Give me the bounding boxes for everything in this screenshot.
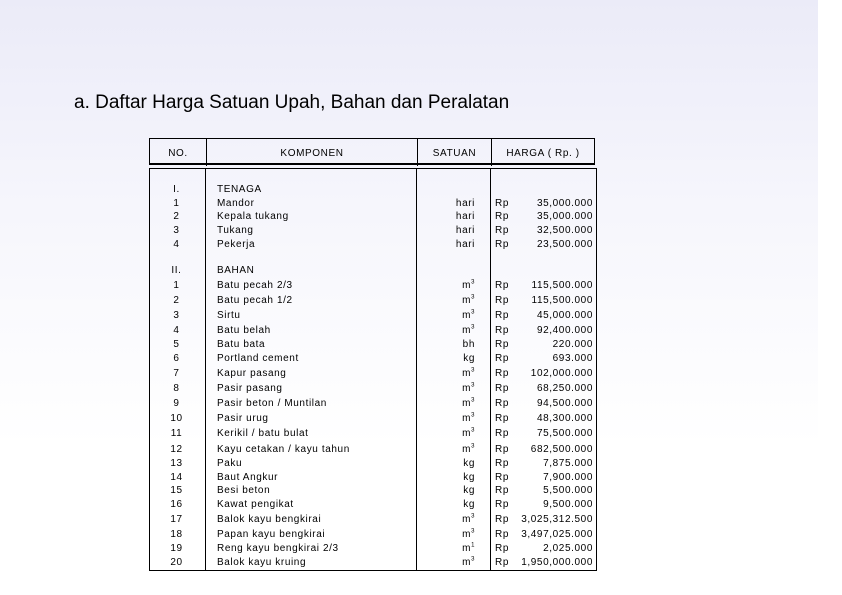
row-komponen: Kapur pasang xyxy=(217,368,287,379)
row-harga: 48,300.000 xyxy=(536,413,593,424)
row-satuan xyxy=(427,368,475,380)
unit-exponent: 3 xyxy=(471,528,475,535)
unit-exponent: 3 xyxy=(471,309,475,316)
row-number: 19 xyxy=(170,543,183,554)
row-harga: 115,500.000 xyxy=(531,295,593,306)
row-currency: Rp xyxy=(495,383,509,394)
row-number: 4 xyxy=(173,239,180,250)
unit-text: kg xyxy=(463,458,475,469)
row-currency: Rp xyxy=(495,428,509,439)
row-currency: Rp xyxy=(495,310,509,321)
row-komponen: Pasir pasang xyxy=(217,383,283,394)
unit-exponent: 3 xyxy=(471,443,475,450)
unit-text: m xyxy=(462,398,472,409)
price-table xyxy=(149,138,597,571)
row-number: 15 xyxy=(170,485,183,496)
row-komponen: Pasir beton / Muntilan xyxy=(217,398,327,409)
row-harga: 45,000.000 xyxy=(536,310,593,321)
unit-exponent: 3 xyxy=(471,412,475,419)
row-currency: Rp xyxy=(495,211,509,222)
row-number: 16 xyxy=(170,499,183,510)
row-harga: 7,875.000 xyxy=(543,458,593,469)
unit-text: hari xyxy=(455,198,475,209)
row-komponen: Reng kayu bengkirai 2/3 xyxy=(217,543,339,554)
row-currency: Rp xyxy=(495,543,509,554)
row-currency: Rp xyxy=(495,458,509,469)
unit-text: m xyxy=(462,310,472,321)
unit-text: m xyxy=(462,325,472,336)
unit-exponent: 3 xyxy=(471,294,475,301)
row-harga: 32,500.000 xyxy=(536,225,593,236)
row-harga: 1,950,000.000 xyxy=(521,557,593,568)
row-komponen: Batu pecah 2/3 xyxy=(217,280,293,291)
unit-exponent: 3 xyxy=(471,397,475,404)
unit-text: m xyxy=(462,413,472,424)
row-number: II. xyxy=(171,265,182,276)
row-currency: Rp xyxy=(495,225,509,236)
row-komponen: Baut Angkur xyxy=(217,472,279,483)
page-edge xyxy=(818,0,842,595)
row-harga: 693.000 xyxy=(552,353,593,364)
row-satuan xyxy=(427,514,475,526)
row-harga: 115,500.000 xyxy=(531,280,593,291)
row-satuan xyxy=(427,383,475,395)
row-harga: 75,500.000 xyxy=(536,428,593,439)
unit-exponent: 1 xyxy=(471,542,475,549)
row-number: 2 xyxy=(173,211,180,222)
row-komponen: Kerikil / batu bulat xyxy=(217,428,309,439)
row-satuan xyxy=(427,225,475,237)
row-satuan xyxy=(427,485,475,497)
row-satuan xyxy=(427,198,475,210)
unit-text: bh xyxy=(462,339,475,350)
row-satuan xyxy=(427,325,475,337)
row-satuan xyxy=(427,239,475,251)
row-komponen: Kawat pengikat xyxy=(217,499,294,510)
row-currency: Rp xyxy=(495,529,509,540)
unit-text: m xyxy=(462,514,472,525)
unit-text: hari xyxy=(455,239,475,250)
row-harga: 35,000.000 xyxy=(536,198,593,209)
row-satuan xyxy=(427,295,475,307)
table-header xyxy=(149,138,595,165)
unit-text: kg xyxy=(463,499,475,510)
row-komponen: Mandor xyxy=(217,198,255,209)
row-currency: Rp xyxy=(495,280,509,291)
unit-exponent: 3 xyxy=(471,556,475,563)
row-satuan xyxy=(427,353,475,365)
unit-exponent: 3 xyxy=(471,367,475,374)
row-satuan xyxy=(427,499,475,511)
row-currency: Rp xyxy=(495,472,509,483)
row-number: 10 xyxy=(170,413,183,424)
row-currency: Rp xyxy=(495,499,509,510)
row-number: 13 xyxy=(170,458,183,469)
row-harga: 5,500.000 xyxy=(543,485,593,496)
row-number: 12 xyxy=(170,444,183,455)
row-harga: 35,000.000 xyxy=(536,211,593,222)
row-currency: Rp xyxy=(495,413,509,424)
row-satuan xyxy=(427,280,475,292)
row-satuan xyxy=(427,557,475,569)
unit-text: m xyxy=(462,444,472,455)
row-currency: Rp xyxy=(495,557,509,568)
row-number: 1 xyxy=(173,280,180,291)
unit-text: m xyxy=(462,529,472,540)
unit-text: m xyxy=(462,428,472,439)
unit-text: m xyxy=(462,368,472,379)
row-satuan xyxy=(427,211,475,223)
row-komponen: TENAGA xyxy=(217,184,262,195)
row-currency: Rp xyxy=(495,398,509,409)
row-harga: 7,900.000 xyxy=(543,472,593,483)
row-komponen: Besi beton xyxy=(217,485,271,496)
header-satuan: SATUAN xyxy=(432,148,477,159)
row-number: 8 xyxy=(173,383,180,394)
unit-exponent: 3 xyxy=(471,427,475,434)
header-harga: HARGA ( Rp. ) xyxy=(506,148,580,159)
row-komponen: Balok kayu kruing xyxy=(217,557,307,568)
row-komponen: BAHAN xyxy=(217,265,255,276)
row-harga: 682,500.000 xyxy=(530,444,593,455)
row-komponen: Batu belah xyxy=(217,325,271,336)
unit-exponent: 3 xyxy=(471,382,475,389)
unit-text: m xyxy=(462,557,472,568)
unit-exponent: 3 xyxy=(471,513,475,520)
row-currency: Rp xyxy=(495,325,509,336)
row-satuan xyxy=(427,428,475,440)
row-komponen: Sirtu xyxy=(217,310,241,321)
row-number: 1 xyxy=(173,198,180,209)
row-number: I. xyxy=(173,184,180,195)
row-komponen: Pekerja xyxy=(217,239,256,250)
page-title: a. Daftar Harga Satuan Upah, Bahan dan Peralatan xyxy=(74,92,510,113)
row-harga: 92,400.000 xyxy=(536,325,593,336)
row-harga: 23,500.000 xyxy=(536,239,593,250)
row-currency: Rp xyxy=(495,444,509,455)
row-harga: 220.000 xyxy=(552,339,593,350)
row-number: 14 xyxy=(170,472,183,483)
row-harga: 3,497,025.000 xyxy=(521,529,593,540)
unit-text: m xyxy=(462,543,472,554)
row-satuan xyxy=(427,458,475,470)
row-komponen: Pasir urug xyxy=(217,413,269,424)
row-number: 7 xyxy=(173,368,180,379)
table-body xyxy=(149,168,597,571)
row-komponen: Kepala tukang xyxy=(217,211,289,222)
row-number: 20 xyxy=(170,557,183,568)
row-komponen: Batu bata xyxy=(217,339,266,350)
row-currency: Rp xyxy=(495,339,509,350)
row-currency: Rp xyxy=(495,198,509,209)
unit-text: m xyxy=(462,280,472,291)
row-number: 2 xyxy=(173,295,180,306)
row-harga: 3,025,312.500 xyxy=(521,514,593,525)
row-satuan xyxy=(427,444,475,456)
row-harga: 9,500.000 xyxy=(543,499,593,510)
row-currency: Rp xyxy=(495,353,509,364)
header-no: NO. xyxy=(168,148,188,159)
row-satuan xyxy=(427,529,475,541)
row-satuan xyxy=(427,398,475,410)
row-number: 5 xyxy=(173,339,180,350)
row-currency: Rp xyxy=(495,368,509,379)
row-number: 9 xyxy=(173,398,180,409)
row-harga: 102,000.000 xyxy=(530,368,593,379)
row-komponen: Paku xyxy=(217,458,243,469)
row-komponen: Batu pecah 1/2 xyxy=(217,295,293,306)
row-currency: Rp xyxy=(495,514,509,525)
row-komponen: Kayu cetakan / kayu tahun xyxy=(217,444,350,455)
unit-exponent: 3 xyxy=(471,279,475,286)
row-number: 3 xyxy=(173,310,180,321)
row-satuan xyxy=(427,339,475,351)
row-currency: Rp xyxy=(495,485,509,496)
unit-text: hari xyxy=(455,225,475,236)
row-komponen: Papan kayu bengkirai xyxy=(217,529,326,540)
unit-exponent: 3 xyxy=(471,324,475,331)
row-currency: Rp xyxy=(495,239,509,250)
row-satuan xyxy=(427,413,475,425)
row-number: 3 xyxy=(173,225,180,236)
unit-text: hari xyxy=(455,211,475,222)
row-number: 18 xyxy=(170,529,183,540)
row-number: 6 xyxy=(173,353,180,364)
row-satuan xyxy=(427,310,475,322)
header-komponen: KOMPONEN xyxy=(280,148,344,159)
row-harga: 2,025.000 xyxy=(543,543,593,554)
unit-text: kg xyxy=(463,353,475,364)
row-komponen: Portland cement xyxy=(217,353,299,364)
row-komponen: Tukang xyxy=(217,225,254,236)
row-number: 11 xyxy=(170,428,183,439)
unit-text: m xyxy=(462,383,472,394)
row-currency: Rp xyxy=(495,295,509,306)
row-harga: 94,500.000 xyxy=(536,398,593,409)
row-komponen: Balok kayu bengkirai xyxy=(217,514,322,525)
unit-text: kg xyxy=(463,485,475,496)
unit-text: m xyxy=(462,295,472,306)
row-number: 4 xyxy=(173,325,180,336)
row-satuan xyxy=(427,472,475,484)
row-satuan xyxy=(427,543,475,555)
row-harga: 68,250.000 xyxy=(536,383,593,394)
unit-text: kg xyxy=(463,472,475,483)
row-number: 17 xyxy=(170,514,183,525)
